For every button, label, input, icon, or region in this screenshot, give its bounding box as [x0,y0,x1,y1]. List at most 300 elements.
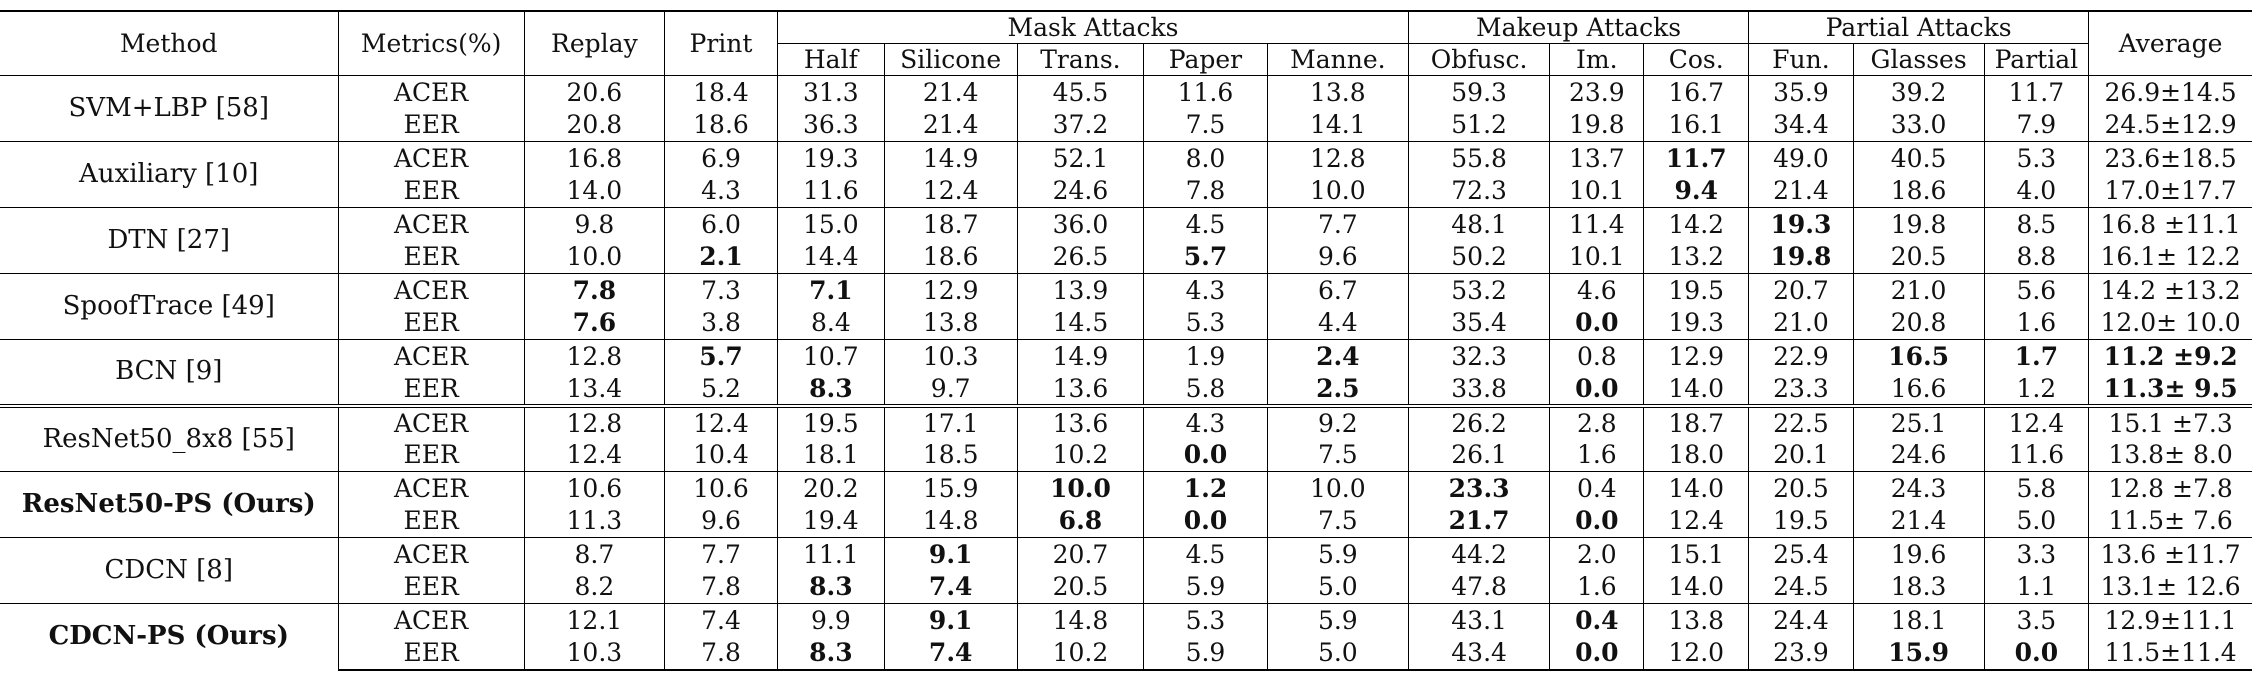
value-cell: 47.8 [1408,571,1549,604]
value-cell: 20.2 [778,472,885,505]
method-name: SpoofTrace [49] [0,274,338,340]
value-cell: 8.7 [524,538,664,571]
value-cell: 7.7 [1267,208,1408,241]
value-cell: 12.4 [1984,406,2089,439]
value-cell: 19.5 [778,406,885,439]
value-cell: 9.2 [1267,406,1408,439]
value-cell: 5.2 [664,373,777,406]
average-cell: 11.5± 7.6 [2089,505,2252,538]
value-cell: 26.2 [1408,406,1549,439]
value-cell: 5.0 [1267,571,1408,604]
header-silicone: Silicone [884,44,1017,76]
value-cell: 23.3 [1408,472,1549,505]
value-cell: 5.9 [1267,604,1408,637]
value-cell: 10.6 [664,472,777,505]
value-cell: 12.8 [524,406,664,439]
value-cell: 10.1 [1550,175,1644,208]
value-cell: 14.0 [1644,373,1749,406]
value-cell: 52.1 [1017,142,1144,175]
value-cell: 24.6 [1853,439,1984,472]
value-cell: 72.3 [1408,175,1549,208]
value-cell: 6.9 [664,142,777,175]
value-cell: 9.7 [884,373,1017,406]
average-cell: 23.6±18.5 [2089,142,2252,175]
value-cell: 3.3 [1984,538,2089,571]
metric-label: ACER [338,538,524,571]
value-cell: 17.1 [884,406,1017,439]
value-cell: 0.0 [1144,505,1267,538]
value-cell: 13.4 [524,373,664,406]
header-mask-attacks: Mask Attacks [778,11,1409,44]
value-cell: 10.1 [1550,241,1644,274]
metric-label: EER [338,637,524,670]
value-cell: 23.3 [1749,373,1854,406]
value-cell: 22.5 [1749,406,1854,439]
value-cell: 16.1 [1644,109,1749,142]
value-cell: 11.7 [1984,76,2089,109]
header-partial: Partial [1984,44,2089,76]
value-cell: 8.5 [1984,208,2089,241]
value-cell: 16.5 [1853,340,1984,373]
value-cell: 14.8 [884,505,1017,538]
results-body [0,76,2252,670]
value-cell: 33.0 [1853,109,1984,142]
value-cell: 12.9 [884,274,1017,307]
value-cell: 18.0 [1644,439,1749,472]
table-row [0,175,2252,208]
average-cell: 11.5±11.4 [2089,637,2252,670]
method-name: ResNet50_8x8 [55] [0,406,338,472]
value-cell: 5.9 [1144,571,1267,604]
average-cell: 16.8 ±11.1 [2089,208,2252,241]
value-cell: 11.7 [1644,142,1749,175]
value-cell: 20.1 [1749,439,1854,472]
value-cell: 15.1 [1644,538,1749,571]
method-name: CDCN-PS (Ours) [0,604,338,670]
value-cell: 10.6 [524,472,664,505]
value-cell: 8.4 [778,307,885,340]
value-cell: 4.3 [664,175,777,208]
value-cell: 37.2 [1017,109,1144,142]
value-cell: 5.8 [1144,373,1267,406]
value-cell: 13.2 [1644,241,1749,274]
value-cell: 14.0 [524,175,664,208]
value-cell: 20.5 [1749,472,1854,505]
metric-label: ACER [338,274,524,307]
value-cell: 4.5 [1144,208,1267,241]
header-partial-attacks: Partial Attacks [1749,11,2089,44]
value-cell: 24.5 [1749,571,1854,604]
value-cell: 20.6 [524,76,664,109]
method-name: BCN [9] [0,340,338,406]
value-cell: 5.3 [1984,142,2089,175]
value-cell: 12.4 [524,439,664,472]
table-row [0,373,2252,406]
value-cell: 21.7 [1408,505,1549,538]
value-cell: 7.5 [1144,109,1267,142]
value-cell: 18.1 [1853,604,1984,637]
value-cell: 5.3 [1144,604,1267,637]
average-cell: 12.0± 10.0 [2089,307,2252,340]
value-cell: 43.1 [1408,604,1549,637]
value-cell: 14.2 [1644,208,1749,241]
value-cell: 53.2 [1408,274,1549,307]
value-cell: 12.4 [1644,505,1749,538]
value-cell: 34.4 [1749,109,1854,142]
table-row [0,76,2252,109]
value-cell: 14.0 [1644,571,1749,604]
value-cell: 25.4 [1749,538,1854,571]
average-cell: 17.0±17.7 [2089,175,2252,208]
average-cell: 11.2 ±9.2 [2089,340,2252,373]
average-cell: 12.9±11.1 [2089,604,2252,637]
value-cell: 43.4 [1408,637,1549,670]
value-cell: 0.0 [1984,637,2089,670]
average-cell: 13.1± 12.6 [2089,571,2252,604]
value-cell: 1.2 [1984,373,2089,406]
value-cell: 0.8 [1550,340,1644,373]
header-im: Im. [1550,44,1644,76]
value-cell: 59.3 [1408,76,1549,109]
value-cell: 21.4 [884,109,1017,142]
average-cell: 14.2 ±13.2 [2089,274,2252,307]
metric-label: ACER [338,604,524,637]
value-cell: 10.3 [884,340,1017,373]
value-cell: 35.4 [1408,307,1549,340]
value-cell: 12.8 [524,340,664,373]
table-row [0,439,2252,472]
value-cell: 9.4 [1644,175,1749,208]
average-cell: 16.1± 12.2 [2089,241,2252,274]
value-cell: 10.4 [664,439,777,472]
value-cell: 23.9 [1550,76,1644,109]
value-cell: 19.3 [1749,208,1854,241]
value-cell: 44.2 [1408,538,1549,571]
value-cell: 18.3 [1853,571,1984,604]
value-cell: 12.4 [884,175,1017,208]
header-row-1 [0,11,2252,44]
value-cell: 8.2 [524,571,664,604]
value-cell: 13.8 [1267,76,1408,109]
value-cell: 9.8 [524,208,664,241]
header-method: Method [0,11,338,76]
value-cell: 39.2 [1853,76,1984,109]
value-cell: 20.5 [1853,241,1984,274]
value-cell: 1.6 [1984,307,2089,340]
value-cell: 8.0 [1144,142,1267,175]
value-cell: 11.6 [778,175,885,208]
table-row [0,604,2252,637]
value-cell: 7.4 [884,637,1017,670]
value-cell: 1.6 [1550,439,1644,472]
metric-label: ACER [338,76,524,109]
value-cell: 4.3 [1144,274,1267,307]
value-cell: 13.7 [1550,142,1644,175]
value-cell: 19.8 [1853,208,1984,241]
value-cell: 20.5 [1017,571,1144,604]
header-trans: Trans. [1017,44,1144,76]
value-cell: 32.3 [1408,340,1549,373]
value-cell: 19.3 [1644,307,1749,340]
value-cell: 4.3 [1144,406,1267,439]
average-cell: 15.1 ±7.3 [2089,406,2252,439]
table-row [0,241,2252,274]
value-cell: 4.0 [1984,175,2089,208]
value-cell: 20.8 [524,109,664,142]
value-cell: 7.8 [1144,175,1267,208]
value-cell: 26.1 [1408,439,1549,472]
value-cell: 0.4 [1550,604,1644,637]
value-cell: 5.7 [1144,241,1267,274]
value-cell: 16.6 [1853,373,1984,406]
average-cell: 13.8± 8.0 [2089,439,2252,472]
metric-label: ACER [338,340,524,373]
value-cell: 9.1 [884,604,1017,637]
value-cell: 10.0 [1267,472,1408,505]
value-cell: 5.6 [1984,274,2089,307]
value-cell: 51.2 [1408,109,1549,142]
metric-label: EER [338,439,524,472]
metric-label: EER [338,571,524,604]
value-cell: 12.9 [1644,340,1749,373]
value-cell: 21.0 [1853,274,1984,307]
value-cell: 18.6 [884,241,1017,274]
value-cell: 18.7 [884,208,1017,241]
value-cell: 24.3 [1853,472,1984,505]
value-cell: 8.3 [778,637,885,670]
value-cell: 12.8 [1267,142,1408,175]
value-cell: 5.0 [1984,505,2089,538]
table-row [0,637,2252,670]
table-row [0,274,2252,307]
value-cell: 8.3 [778,571,885,604]
value-cell: 19.6 [1853,538,1984,571]
value-cell: 2.8 [1550,406,1644,439]
value-cell: 10.0 [1017,472,1144,505]
value-cell: 10.2 [1017,439,1144,472]
value-cell: 7.7 [664,538,777,571]
value-cell: 15.0 [778,208,885,241]
value-cell: 12.0 [1644,637,1749,670]
value-cell: 7.4 [884,571,1017,604]
method-name: CDCN [8] [0,538,338,604]
value-cell: 16.7 [1644,76,1749,109]
value-cell: 13.8 [884,307,1017,340]
value-cell: 5.0 [1267,637,1408,670]
value-cell: 5.3 [1144,307,1267,340]
average-cell: 11.3± 9.5 [2089,373,2252,406]
value-cell: 25.1 [1853,406,1984,439]
table-row [0,340,2252,373]
table-row [0,208,2252,241]
value-cell: 7.3 [664,274,777,307]
value-cell: 50.2 [1408,241,1549,274]
header-manne: Manne. [1267,44,1408,76]
value-cell: 6.7 [1267,274,1408,307]
value-cell: 7.8 [664,571,777,604]
header-glasses: Glasses [1853,44,1984,76]
value-cell: 13.6 [1017,373,1144,406]
header-paper: Paper [1144,44,1267,76]
table-row [0,472,2252,505]
value-cell: 3.8 [664,307,777,340]
method-name: ResNet50-PS (Ours) [0,472,338,538]
value-cell: 9.9 [778,604,885,637]
value-cell: 21.4 [1749,175,1854,208]
value-cell: 14.4 [778,241,885,274]
metric-label: ACER [338,142,524,175]
table-row [0,571,2252,604]
value-cell: 24.4 [1749,604,1854,637]
table-row [0,406,2252,439]
value-cell: 1.7 [1984,340,2089,373]
value-cell: 9.6 [664,505,777,538]
value-cell: 18.4 [664,76,777,109]
value-cell: 1.2 [1144,472,1267,505]
average-cell: 24.5±12.9 [2089,109,2252,142]
value-cell: 49.0 [1749,142,1854,175]
value-cell: 4.4 [1267,307,1408,340]
results-table [0,10,2252,671]
value-cell: 18.6 [664,109,777,142]
value-cell: 24.6 [1017,175,1144,208]
value-cell: 6.0 [664,208,777,241]
value-cell: 2.5 [1267,373,1408,406]
value-cell: 7.9 [1984,109,2089,142]
value-cell: 5.9 [1144,637,1267,670]
value-cell: 0.0 [1550,637,1644,670]
value-cell: 2.4 [1267,340,1408,373]
value-cell: 13.6 [1017,406,1144,439]
value-cell: 11.6 [1144,76,1267,109]
value-cell: 14.5 [1017,307,1144,340]
value-cell: 18.1 [778,439,885,472]
value-cell: 22.9 [1749,340,1854,373]
value-cell: 7.5 [1267,505,1408,538]
value-cell: 20.7 [1749,274,1854,307]
value-cell: 11.1 [778,538,885,571]
value-cell: 19.8 [1749,241,1854,274]
value-cell: 55.8 [1408,142,1549,175]
value-cell: 0.0 [1550,373,1644,406]
value-cell: 9.6 [1267,241,1408,274]
header-half: Half [778,44,885,76]
header-metrics: Metrics(%) [338,11,524,76]
value-cell: 9.1 [884,538,1017,571]
value-cell: 7.6 [524,307,664,340]
value-cell: 13.9 [1017,274,1144,307]
value-cell: 10.7 [778,340,885,373]
value-cell: 1.9 [1144,340,1267,373]
value-cell: 40.5 [1853,142,1984,175]
value-cell: 8.8 [1984,241,2089,274]
value-cell: 7.1 [778,274,885,307]
metric-label: ACER [338,208,524,241]
table-row [0,142,2252,175]
header-obfusc: Obfusc. [1408,44,1549,76]
value-cell: 2.1 [664,241,777,274]
value-cell: 7.4 [664,604,777,637]
value-cell: 6.8 [1017,505,1144,538]
value-cell: 26.5 [1017,241,1144,274]
value-cell: 7.8 [664,637,777,670]
value-cell: 10.2 [1017,637,1144,670]
value-cell: 18.7 [1644,406,1749,439]
value-cell: 19.5 [1644,274,1749,307]
method-name: DTN [27] [0,208,338,274]
method-name: SVM+LBP [58] [0,76,338,142]
header-replay: Replay [524,11,664,76]
metric-label: EER [338,373,524,406]
value-cell: 20.8 [1853,307,1984,340]
value-cell: 10.0 [524,241,664,274]
value-cell: 5.8 [1984,472,2089,505]
value-cell: 0.0 [1550,505,1644,538]
value-cell: 8.3 [778,373,885,406]
value-cell: 16.8 [524,142,664,175]
value-cell: 18.5 [884,439,1017,472]
header-fun: Fun. [1749,44,1854,76]
value-cell: 11.3 [524,505,664,538]
value-cell: 0.0 [1550,307,1644,340]
metric-label: EER [338,307,524,340]
value-cell: 0.0 [1144,439,1267,472]
value-cell: 48.1 [1408,208,1549,241]
value-cell: 23.9 [1749,637,1854,670]
value-cell: 19.8 [1550,109,1644,142]
value-cell: 10.0 [1267,175,1408,208]
value-cell: 12.1 [524,604,664,637]
value-cell: 7.8 [524,274,664,307]
value-cell: 31.3 [778,76,885,109]
value-cell: 14.9 [884,142,1017,175]
value-cell: 14.8 [1017,604,1144,637]
value-cell: 4.6 [1550,274,1644,307]
header-average: Average [2089,11,2252,76]
value-cell: 14.9 [1017,340,1144,373]
value-cell: 11.4 [1550,208,1644,241]
value-cell: 21.4 [884,76,1017,109]
value-cell: 5.7 [664,340,777,373]
value-cell: 1.1 [1984,571,2089,604]
value-cell: 14.0 [1644,472,1749,505]
value-cell: 4.5 [1144,538,1267,571]
value-cell: 35.9 [1749,76,1854,109]
average-cell: 13.6 ±11.7 [2089,538,2252,571]
table-row [0,307,2252,340]
value-cell: 7.5 [1267,439,1408,472]
results-table-container [0,10,2252,671]
metric-label: EER [338,175,524,208]
value-cell: 19.5 [1749,505,1854,538]
value-cell: 15.9 [884,472,1017,505]
header-makeup-attacks: Makeup Attacks [1408,11,1748,44]
metric-label: EER [338,505,524,538]
value-cell: 21.4 [1853,505,1984,538]
metric-label: EER [338,241,524,274]
table-row [0,538,2252,571]
average-cell: 12.8 ±7.8 [2089,472,2252,505]
value-cell: 33.8 [1408,373,1549,406]
average-cell: 26.9±14.5 [2089,76,2252,109]
header-print: Print [664,11,777,76]
value-cell: 36.0 [1017,208,1144,241]
value-cell: 19.4 [778,505,885,538]
value-cell: 15.9 [1853,637,1984,670]
value-cell: 1.6 [1550,571,1644,604]
value-cell: 12.4 [664,406,777,439]
metric-label: EER [338,109,524,142]
